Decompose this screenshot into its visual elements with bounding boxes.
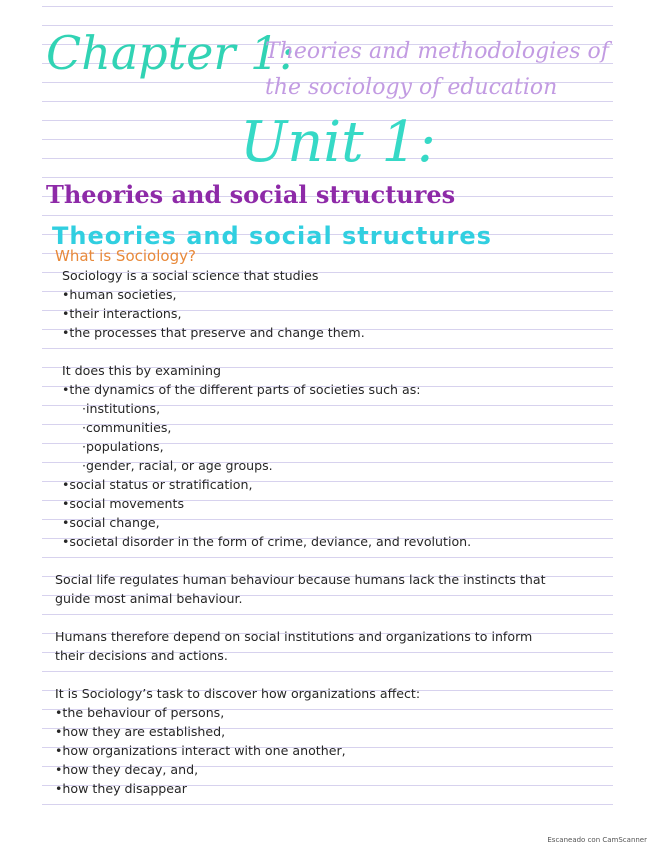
list-item: •how they are established, [55,724,226,739]
list-item: •social movements [62,496,185,511]
text-line: It is Sociology’s task to discover how organizations affect: [55,686,421,701]
list-item: •how they disappear [55,781,187,796]
list-item: •the behaviour of persons, [55,705,225,720]
sub-list-item: ·communities, [82,420,172,435]
chapter-subtitle: Theories and methodologies of the sociology of education [265,39,609,100]
section-heading-script: Theories and social structures [46,180,456,209]
subheading: What is Sociology? [55,247,196,265]
sub-list-item: ·gender, racial, or age groups. [82,458,273,473]
text-line: Humans therefore depend on social institutions and organizations to inform [55,629,533,644]
sub-list-item: ·populations, [82,439,164,454]
list-item: •how organizations interact with one another, [55,743,346,758]
unit-title: Unit 1: [240,110,436,175]
text-line: Social life regulates human behaviour because humans lack the instincts that [55,572,546,587]
list-item: •societal disorder in the form of crime, deviance, and revolution. [62,534,472,549]
list-item: •human societies, [62,287,177,302]
sub-list-item: ·institutions, [82,401,161,416]
list-item: •their interactions, [62,306,182,321]
scanner-watermark: Escaneado con CamScanner [547,836,647,844]
list-item: •social change, [62,515,160,530]
list-item: •the processes that preserve and change them. [62,325,365,340]
text-line: Sociology is a social science that studies [62,268,319,283]
text-line: It does this by examining [62,363,222,378]
list-item: •social status or stratification, [62,477,253,492]
list-item: •how they decay, and, [55,762,199,777]
list-item: •the dynamics of the different parts of societies such as: [62,382,421,397]
section-heading: Theories and social structures [52,222,492,250]
chapter-title: Chapter 1: [46,26,295,80]
text-line: guide most animal behaviour. [55,591,243,606]
text-line: their decisions and actions. [55,648,228,663]
